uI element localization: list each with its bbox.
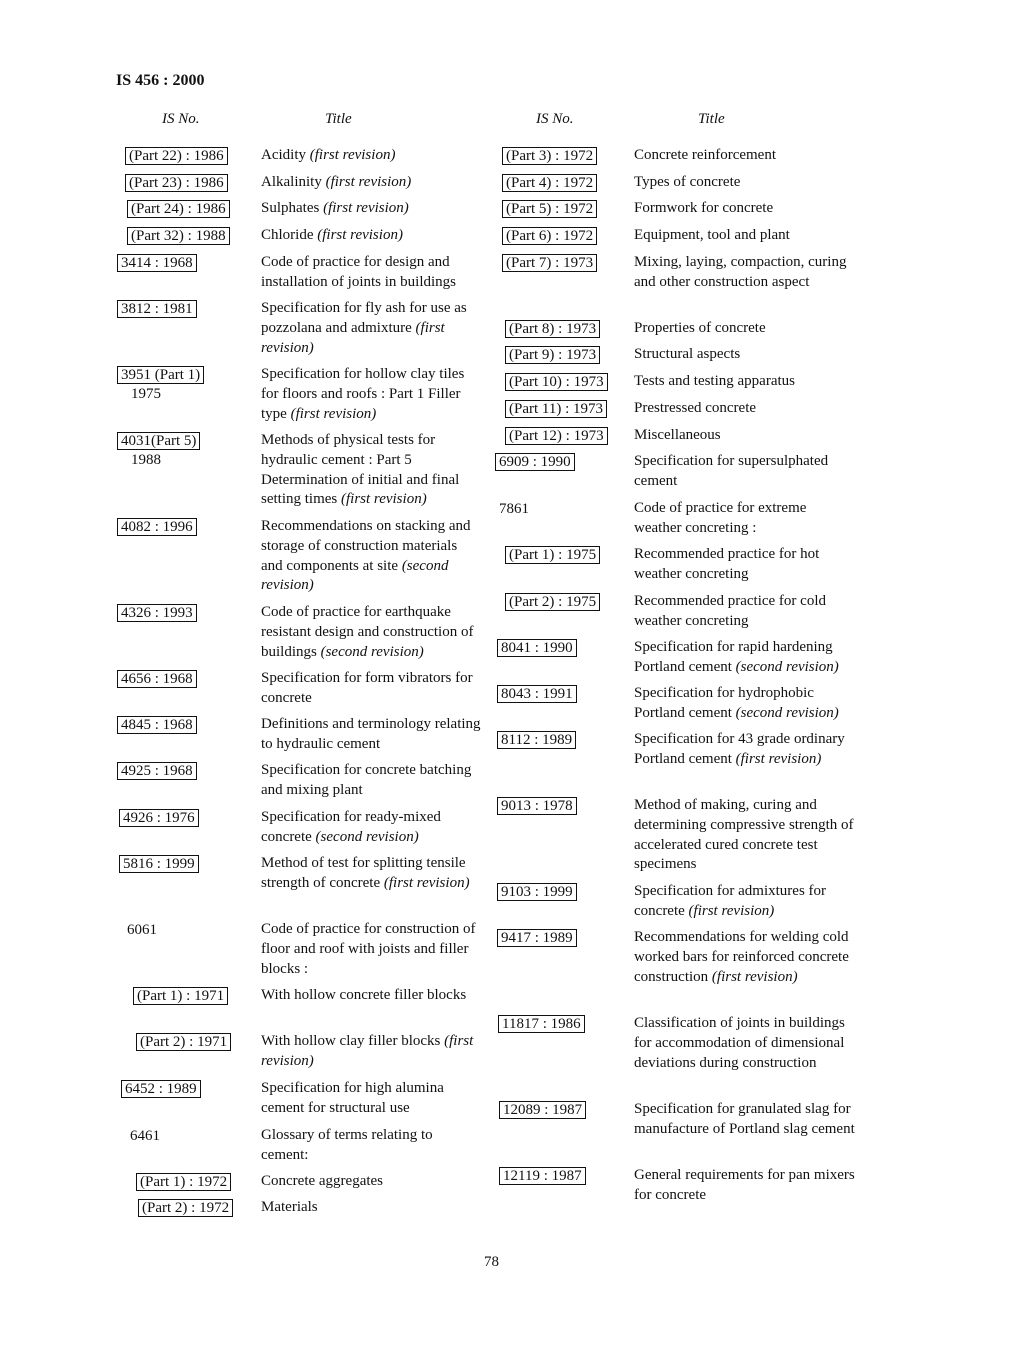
revision-note: (first revision) bbox=[323, 200, 409, 216]
revision-note: (second revision) bbox=[735, 658, 839, 675]
standard-title: Recommendations on stacking and storage of construction materials and components at site (second revision) bbox=[261, 518, 471, 594]
standard-number: (Part 2) : 1975 bbox=[505, 593, 600, 612]
standard-title: Concrete reinforcement bbox=[634, 147, 777, 163]
standard-number: 4926 : 1976 bbox=[119, 809, 199, 828]
standard-number: 11817 : 1986 bbox=[498, 1015, 585, 1034]
standard-title: Concrete aggregates bbox=[261, 1173, 384, 1189]
standard-title: With hollow clay filler blocks (first revision) bbox=[261, 1033, 474, 1069]
standard-number: 3414 : 1968 bbox=[117, 254, 197, 273]
standard-title: Tests and testing apparatus bbox=[634, 373, 795, 389]
revision-note: (second revision) bbox=[735, 704, 839, 721]
standard-number: 9103 : 1999 bbox=[497, 883, 577, 902]
standard-number: 4326 : 1993 bbox=[117, 604, 197, 623]
standard-number: 4925 : 1968 bbox=[117, 762, 197, 781]
page-number: 78 bbox=[484, 1254, 499, 1270]
standard-title: Recommended practice for hot weather concreting bbox=[634, 546, 820, 582]
standard-title: Code of practice for extreme weather concreting : bbox=[634, 500, 807, 536]
standard-number: (Part 11) : 1973 bbox=[505, 400, 607, 419]
revision-note: (first revision) bbox=[341, 491, 427, 508]
standard-title: Classification of joints in buildings for accommodation of dimensional deviations during construction bbox=[634, 1015, 845, 1071]
standard-title: Prestressed concrete bbox=[634, 400, 757, 416]
standard-title: Specification for high alumina cement for structural use bbox=[261, 1080, 444, 1116]
standard-title: Properties of concrete bbox=[634, 320, 766, 336]
revision-note: (second revision) bbox=[315, 828, 419, 845]
standard-number: 4845 : 1968 bbox=[117, 716, 197, 735]
standard-number: (Part 1) : 1972 bbox=[136, 1173, 231, 1192]
standard-number: (Part 2) : 1971 bbox=[136, 1033, 231, 1052]
right-heading-title: Title bbox=[698, 111, 725, 127]
standard-number: (Part 6) : 1972 bbox=[502, 227, 597, 246]
standard-number: 3812 : 1981 bbox=[117, 300, 197, 319]
standard-number: (Part 23) : 1986 bbox=[125, 174, 228, 193]
standard-number: 6452 : 1989 bbox=[121, 1080, 201, 1099]
standard-number: 8041 : 1990 bbox=[497, 639, 577, 658]
revision-note: (first revision) bbox=[688, 902, 775, 919]
standard-number: 12119 : 1987 bbox=[499, 1167, 586, 1186]
revision-note: (first revision) bbox=[317, 227, 403, 243]
right-heading-is-no: IS No. bbox=[536, 111, 574, 127]
revision-note: (first revision) bbox=[261, 1033, 474, 1069]
standard-number: 4656 : 1968 bbox=[117, 670, 197, 689]
standard-number: (Part 32) : 1988 bbox=[127, 227, 230, 246]
standard-title: Specification for form vibrators for concrete bbox=[261, 670, 473, 706]
standard-number: 5816 : 1999 bbox=[119, 855, 199, 874]
standard-title: Mixing, laying, compaction, curing and other construction aspect bbox=[634, 254, 847, 290]
standard-title: Code of practice for earthquake resistant design and construction of buildings (second revision) bbox=[261, 604, 474, 660]
standard-title: Recommended practice for cold weather concreting bbox=[634, 593, 826, 629]
standard-title: Specification for hydrophobic Portland cement (second revision) bbox=[634, 685, 839, 721]
standard-number: (Part 12) : 1973 bbox=[505, 427, 608, 446]
standard-number: 9013 : 1978 bbox=[497, 797, 577, 816]
revision-note: (first revision) bbox=[735, 750, 822, 767]
standard-title: Equipment, tool and plant bbox=[634, 227, 790, 243]
standard-title: Method of test for splitting tensile strength of concrete (first revision) bbox=[261, 855, 470, 891]
standard-title: Sulphates (first revision) bbox=[261, 200, 409, 216]
document-code: IS 456 : 2000 bbox=[116, 72, 205, 89]
standard-title: Formwork for concrete bbox=[634, 200, 774, 216]
revision-note: (second revision) bbox=[320, 643, 424, 660]
standard-number: (Part 4) : 1972 bbox=[502, 174, 597, 193]
standard-title: Code of practice for design and installation of joints in buildings bbox=[261, 254, 456, 290]
standard-title: Glossary of terms relating to cement: bbox=[261, 1127, 433, 1163]
standard-title: Specification for ready-mixed concrete (second revision) bbox=[261, 809, 441, 845]
revision-note: (first revision) bbox=[309, 147, 396, 163]
standard-title: Specification for rapid hardening Portland cement (second revision) bbox=[634, 639, 839, 675]
standard-number: (Part 9) : 1973 bbox=[505, 346, 600, 365]
standard-title: Acidity (first revision) bbox=[261, 147, 396, 163]
revision-note: (first revision) bbox=[325, 174, 412, 190]
standard-title: Definitions and terminology relating to hydraulic cement bbox=[261, 716, 481, 752]
standard-number: 9417 : 1989 bbox=[497, 929, 577, 948]
left-heading-title: Title bbox=[325, 111, 352, 127]
standard-number: 4082 : 1996 bbox=[117, 518, 197, 537]
standard-number: 8112 : 1989 bbox=[497, 731, 576, 750]
standard-title: Chloride (first revision) bbox=[261, 227, 403, 243]
standard-title: Recommendations for welding cold worked bars for reinforced concrete construction (first revision) bbox=[634, 929, 849, 985]
standard-number: 6461 bbox=[130, 1128, 160, 1144]
standard-title: Code of practice for construction of floor and roof with joists and filler blocks : bbox=[261, 921, 476, 977]
standard-number: (Part 10) : 1973 bbox=[505, 373, 608, 392]
standard-number: (Part 5) : 1972 bbox=[502, 200, 597, 219]
revision-note: (first revision) bbox=[261, 319, 445, 356]
standard-number: 12089 : 1987 bbox=[499, 1101, 586, 1120]
revision-note: (second revision) bbox=[261, 557, 449, 594]
standard-title: Alkalinity (first revision) bbox=[261, 174, 412, 190]
standard-number: 6061 bbox=[127, 922, 157, 938]
standard-number: 8043 : 1991 bbox=[497, 685, 577, 704]
standard-title: With hollow concrete filler blocks bbox=[261, 987, 467, 1003]
standard-number: (Part 24) : 1986 bbox=[127, 200, 230, 219]
standard-number: (Part 3) : 1972 bbox=[502, 147, 597, 166]
standard-title: Specification for admixtures for concrete (first revision) bbox=[634, 883, 827, 919]
standard-title: Specification for 43 grade ordinary Portland cement (first revision) bbox=[634, 731, 845, 767]
standard-title: Specification for supersulphated cement bbox=[634, 453, 829, 489]
revision-note: (first revision) bbox=[711, 968, 798, 985]
standard-title: General requirements for pan mixers for concrete bbox=[634, 1167, 855, 1203]
standard-title: Specification for fly ash for use as pozzolana and admixture (first revision) bbox=[261, 300, 467, 356]
standard-title: Types of concrete bbox=[634, 174, 741, 190]
standard-title: Method of making, curing and determining compressive strength of accelerated cured concrete test specimens bbox=[634, 797, 854, 873]
standard-number: (Part 1) : 1971 bbox=[133, 987, 228, 1006]
standard-number: (Part 2) : 1972 bbox=[138, 1199, 233, 1218]
standard-number: 7861 bbox=[499, 501, 529, 517]
standard-title: Structural aspects bbox=[634, 346, 741, 362]
standard-number: (Part 1) : 1975 bbox=[505, 546, 600, 565]
left-heading-is-no: IS No. bbox=[162, 111, 200, 127]
standard-title: Methods of physical tests for hydraulic cement : Part 5 Determination of initial and final setting times (first revision) bbox=[261, 432, 460, 508]
standard-number: (Part 8) : 1973 bbox=[505, 320, 600, 339]
standard-title: Specification for concrete batching and mixing plant bbox=[261, 762, 472, 798]
standard-title: Specification for hollow clay tiles for floors and roofs : Part 1 Filler type (first revision) bbox=[261, 366, 465, 422]
standard-number: 3951 (Part 1) 1975 bbox=[117, 366, 204, 404]
standard-number: (Part 7) : 1973 bbox=[502, 254, 597, 273]
standard-number: 6909 : 1990 bbox=[495, 453, 575, 472]
revision-note: (first revision) bbox=[290, 405, 377, 422]
standard-title: Specification for granulated slag for manufacture of Portland slag cement bbox=[634, 1101, 855, 1137]
standard-number: 4031(Part 5) 1988 bbox=[117, 432, 200, 470]
standard-title: Materials bbox=[261, 1199, 318, 1215]
standard-title: Miscellaneous bbox=[634, 427, 721, 443]
standard-number: (Part 22) : 1986 bbox=[125, 147, 228, 166]
revision-note: (first revision) bbox=[383, 874, 470, 891]
